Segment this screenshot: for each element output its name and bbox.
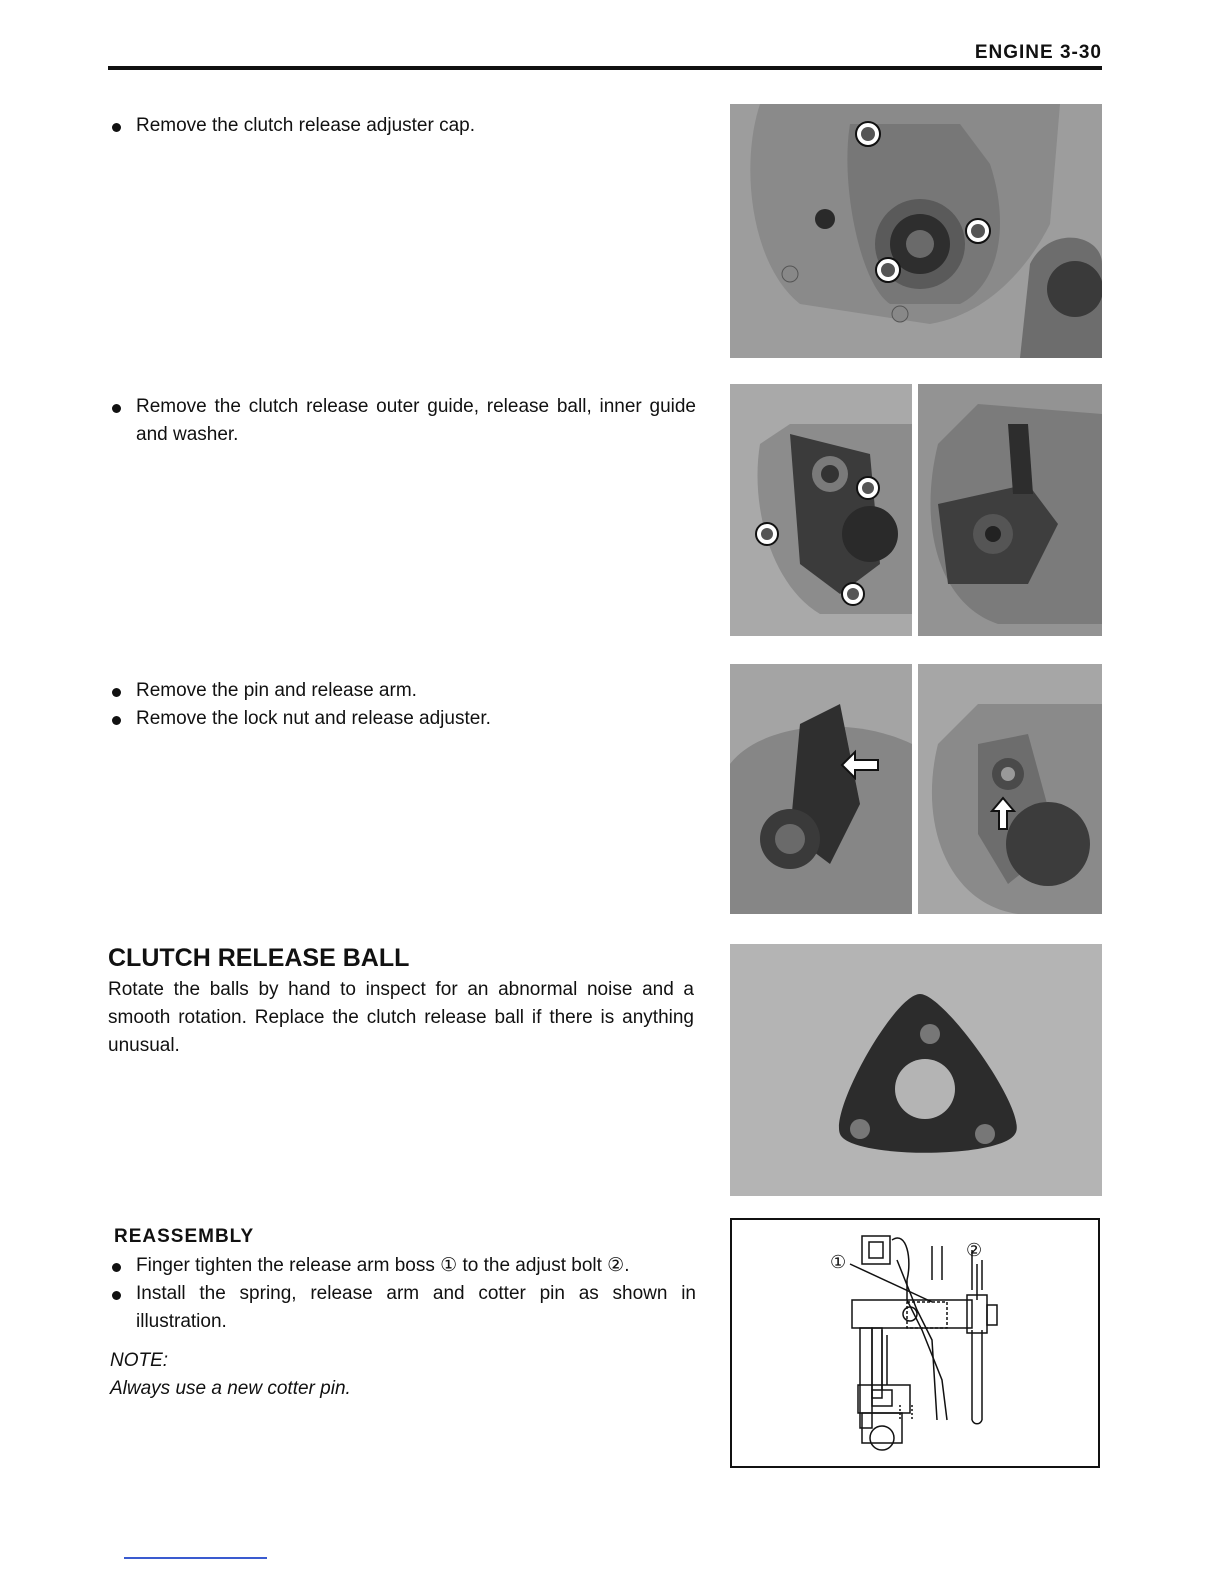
- section-heading-clutch-release-ball: CLUTCH RELEASE BALL: [108, 944, 410, 972]
- bullet-icon: [112, 1291, 121, 1300]
- list-item: [110, 705, 700, 733]
- list-item: [110, 677, 700, 705]
- list-item-text: Remove the clutch release adjuster cap.: [136, 115, 476, 136]
- list-item: [110, 393, 696, 449]
- photo-outer-guide-right: [918, 384, 1102, 636]
- list-item-text: Finger tighten the release arm boss ① to the adjust bolt ②.: [136, 1255, 630, 1276]
- bullet-icon: [112, 1263, 121, 1272]
- list-item-text: Remove the pin and release arm.: [136, 680, 417, 701]
- list-item-text: Remove the clutch release outer guide, release ball, inner guide and washer.: [136, 396, 696, 445]
- page-header-title: ENGINE 3-30: [974, 42, 1102, 63]
- step-1-list: [110, 112, 700, 140]
- list-item-text: Install the spring, release arm and cotter pin as shown in illustration.: [136, 1283, 696, 1332]
- note-text: Always use a new cotter pin.: [110, 1378, 351, 1399]
- photo-release-arm-right: [918, 664, 1102, 914]
- callout-2: ②: [966, 1240, 983, 1260]
- callout-1: ①: [830, 1252, 847, 1272]
- bullet-icon: [112, 123, 121, 132]
- reassembly-list: [110, 1252, 696, 1336]
- photo-outer-guide-left: [730, 384, 912, 636]
- step-3-list: [110, 677, 700, 733]
- photo-release-ball: [730, 944, 1102, 1196]
- list-item-text: Remove the lock nut and release adjuster.: [136, 708, 491, 729]
- step-2-list: [110, 393, 696, 449]
- section-heading-reassembly: REASSEMBLY: [114, 1226, 255, 1247]
- footer-line: [124, 1557, 267, 1559]
- list-item: [110, 112, 700, 140]
- photo-clutch-cover: [730, 104, 1102, 358]
- photo-release-arm-left: [730, 664, 912, 914]
- list-item: [110, 1252, 696, 1280]
- list-item: [110, 1280, 696, 1336]
- header-rule: [108, 66, 1102, 70]
- bullet-icon: [112, 404, 121, 413]
- section-body-text: Rotate the balls by hand to inspect for an abnormal noise and a smooth rotation. Replace the clutch release ball if there is anything unusual.: [108, 979, 694, 1056]
- note-label: NOTE:: [110, 1350, 169, 1371]
- diagram-release-arm: [730, 1218, 1100, 1468]
- bullet-icon: [112, 716, 121, 725]
- bullet-icon: [112, 688, 121, 697]
